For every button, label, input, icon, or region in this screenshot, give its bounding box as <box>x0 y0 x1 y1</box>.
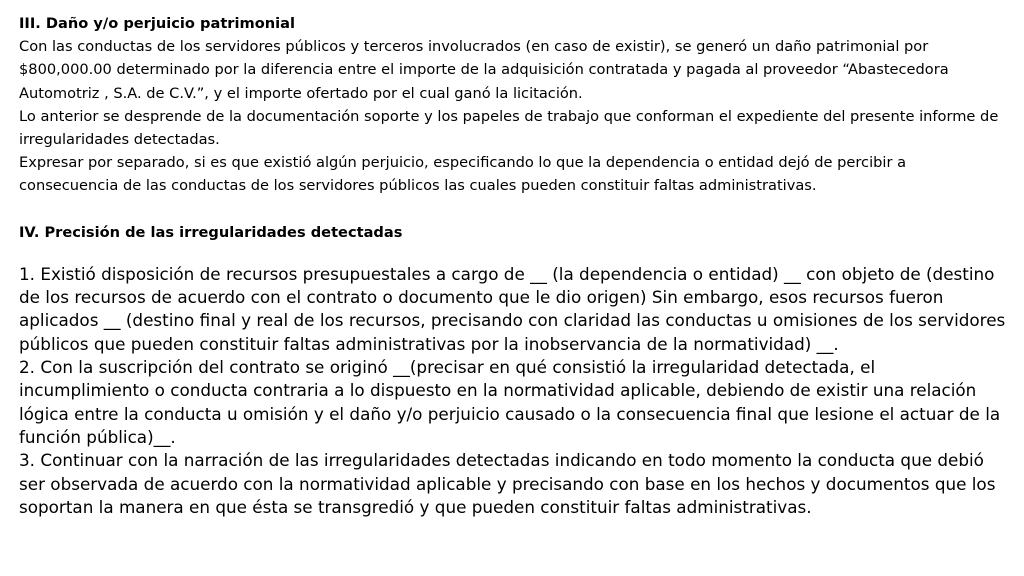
section-spacer <box>19 244 1008 263</box>
damage-paragraph-2: Lo anterior se desprende de la documentación soporte y los papeles de trabajo que conforman el expediente del presente informe de irregularidades detectadas. <box>19 107 999 149</box>
irregularity-item-3: 3. Continuar con la narración de las irregularidades detectadas indicando en todo momento la conducta que debió ser observada de acuerdo con la normatividad aplicable y precisando con base en los hechos y documentos que los soportan la manera en que ésta se transgredió y que pueden constituir faltas administrativas. <box>19 450 996 517</box>
section-spacer <box>19 198 1008 221</box>
section-damage <box>19 12 1008 198</box>
irregularity-item-1: 1. Existió disposición de recursos presupuestales a cargo de __ (la dependencia o entidad) __ con objeto de (destino de los recursos de acuerdo con el contrato o documento que le dio origen) Sin embargo, esos recursos fueron aplicados __ (destino final y real de los recursos, precisando con claridad las conductas u omisiones de los servidores públicos que pueden constituir faltas administrativas por la inobservancia de la normatividad) __. <box>19 263 1006 354</box>
section-irregularities-heading: IV. Precisión de las irregularidades detectadas <box>19 223 403 241</box>
damage-paragraph-1: Con las conductas de los servidores públicos y terceros involucrados (en caso de existir), se generó un daño patrimonial por $800,000.00 determinado por la diferencia entre el importe de la adquisición contratada y pagada al proveedor “Abastecedora Automotriz , S.A. de C.V.”, y el importe ofertado por el cual ganó la licitación. <box>19 38 949 102</box>
section-irregularities <box>19 263 1008 519</box>
irregularity-item-2: 2. Con la suscripción del contrato se originó __(precisar en qué consistió la irregularidad detectada, el incumplimiento o conducta contraria a lo dispuesto en la normatividad aplicable, debiendo de existir una relación lógica entre la conducta u omisión y el daño y/o perjuicio causado o la consecuencia final que lesione el actuar de la función pública)__. <box>19 357 1001 447</box>
section-damage-heading: III. Daño y/o perjuicio patrimonial <box>19 15 295 32</box>
damage-paragraph-3: Expresar por separado, si es que existió algún perjuicio, especificando lo que la dependencia o entidad dejó de percibir a consecuencia de las conductas de los servidores públicos las cuales pueden constituir faltas administrativas. <box>19 154 907 195</box>
